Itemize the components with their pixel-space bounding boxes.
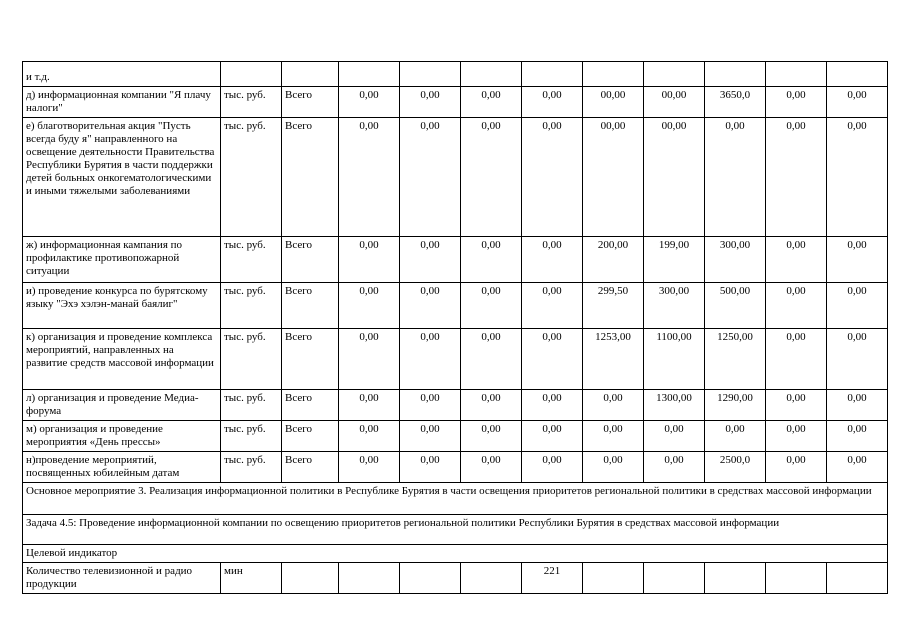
value-cell: 0,00 <box>583 390 644 421</box>
value-cell: 0,00 <box>400 329 461 390</box>
table-row-fragment <box>23 62 888 87</box>
indicator-value <box>282 563 339 594</box>
value-cell: 0,00 <box>339 283 400 329</box>
row-name: и) проведение конкурса по бурятскому языку "Эхэ хэлэн-манай баялиг" <box>23 283 221 329</box>
main-event: Основное мероприятие 3. Реализация информационной политики в Республике Бурятия в части освещения приоритетов региональной политики в средствах массовой информации <box>23 483 888 515</box>
indicator-value <box>827 563 888 594</box>
row-source: Всего <box>282 452 339 483</box>
value-cell: 0,00 <box>400 452 461 483</box>
value-cell: 00,00 <box>583 87 644 118</box>
row-source: Всего <box>282 329 339 390</box>
value-cell: 0,00 <box>339 390 400 421</box>
row-name: к) организация и проведение комплекса мероприятий, направленных на развитие средств массовой информации <box>23 329 221 390</box>
indicator-value <box>583 563 644 594</box>
value-cell: 0,00 <box>827 118 888 237</box>
value-cell: 0,00 <box>522 421 583 452</box>
value-cell: 0,00 <box>461 421 522 452</box>
value-cell: 200,00 <box>583 237 644 283</box>
table-row <box>23 87 888 118</box>
value-cell: 0,00 <box>644 452 705 483</box>
value-cell: 0,00 <box>827 329 888 390</box>
budget-table <box>22 61 888 594</box>
row-unit: тыс. руб. <box>221 329 282 390</box>
row-unit: тыс. руб. <box>221 237 282 283</box>
table-row <box>23 329 888 390</box>
value-cell: 0,00 <box>827 87 888 118</box>
value-cell: 300,00 <box>705 237 766 283</box>
value-cell: 0,00 <box>461 329 522 390</box>
row-unit: тыс. руб. <box>221 421 282 452</box>
row-source: Всего <box>282 87 339 118</box>
indicator-value <box>400 563 461 594</box>
row-unit: тыс. руб. <box>221 87 282 118</box>
value-cell: 0,00 <box>522 452 583 483</box>
indicator-value <box>461 563 522 594</box>
value-cell: 1290,00 <box>705 390 766 421</box>
value-cell: 0,00 <box>522 237 583 283</box>
row-source: Всего <box>282 421 339 452</box>
value-cell: 0,00 <box>522 87 583 118</box>
value-cell: 0,00 <box>827 237 888 283</box>
row-source: Всего <box>282 237 339 283</box>
value-cell: 0,00 <box>522 390 583 421</box>
row-name: н)проведение мероприятий, посвященных юбилейным датам <box>23 452 221 483</box>
value-cell: 0,00 <box>522 329 583 390</box>
indicator-value: 221 <box>522 563 583 594</box>
value-cell: 0,00 <box>522 283 583 329</box>
value-cell: 0,00 <box>461 452 522 483</box>
value-cell: 0,00 <box>339 329 400 390</box>
value-cell: 0,00 <box>583 421 644 452</box>
task-heading: Задача 4.5: Проведение информационной компании по освещению приоритетов региональной политики Республики Бурятия в средствах массовой информации <box>23 515 888 545</box>
indicator-row <box>23 563 888 594</box>
value-cell: 0,00 <box>766 421 827 452</box>
value-cell: 0,00 <box>339 87 400 118</box>
value-cell: 0,00 <box>766 118 827 237</box>
target-indicator-row <box>23 545 888 563</box>
value-cell: 0,00 <box>400 390 461 421</box>
value-cell: 0,00 <box>644 421 705 452</box>
value-cell: 1253,00 <box>583 329 644 390</box>
row-name: м) организация и проведение мероприятия «День прессы» <box>23 421 221 452</box>
value-cell: 0,00 <box>339 421 400 452</box>
value-cell: 0,00 <box>339 118 400 237</box>
main-event-row <box>23 483 888 515</box>
row-unit: тыс. руб. <box>221 452 282 483</box>
value-cell: 0,00 <box>705 421 766 452</box>
value-cell: 0,00 <box>705 118 766 237</box>
value-cell: 0,00 <box>766 87 827 118</box>
value-cell: 0,00 <box>827 390 888 421</box>
value-cell: 0,00 <box>766 283 827 329</box>
value-cell: 0,00 <box>400 87 461 118</box>
value-cell: 1300,00 <box>644 390 705 421</box>
value-cell: 0,00 <box>827 452 888 483</box>
indicator-value <box>644 563 705 594</box>
row-source: Всего <box>282 118 339 237</box>
value-cell: 0,00 <box>400 237 461 283</box>
table-row <box>23 283 888 329</box>
value-cell: 0,00 <box>522 118 583 237</box>
value-cell: 0,00 <box>400 421 461 452</box>
value-cell: 0,00 <box>461 118 522 237</box>
table-row <box>23 237 888 283</box>
value-cell: 0,00 <box>827 421 888 452</box>
value-cell: 0,00 <box>766 452 827 483</box>
indicator-name: Количество телевизионной и радио продукции <box>23 563 221 594</box>
table-row <box>23 452 888 483</box>
indicator-value <box>766 563 827 594</box>
row-unit: тыс. руб. <box>221 390 282 421</box>
value-cell: 199,00 <box>644 237 705 283</box>
value-cell: 1100,00 <box>644 329 705 390</box>
value-cell: 2500,0 <box>705 452 766 483</box>
fragment-text: и т.д. <box>23 62 221 87</box>
target-indicator: Целевой индикатор <box>23 545 888 563</box>
value-cell: 0,00 <box>461 283 522 329</box>
value-cell: 1250,00 <box>705 329 766 390</box>
task-heading-row <box>23 515 888 545</box>
table-row <box>23 421 888 452</box>
value-cell: 0,00 <box>461 87 522 118</box>
row-name: л) организация и проведение Медиа-форума <box>23 390 221 421</box>
row-source: Всего <box>282 283 339 329</box>
value-cell: 500,00 <box>705 283 766 329</box>
row-name: е) благотворительная акция "Пусть всегда буду я" направленного на освещение деятельности Правительства Республики Бурятия в части поддержки детей больных онкогематологическими и иными тяжелыми заболеваниями <box>23 118 221 237</box>
value-cell: 00,00 <box>644 118 705 237</box>
value-cell: 0,00 <box>400 283 461 329</box>
value-cell: 0,00 <box>339 452 400 483</box>
indicator-value <box>705 563 766 594</box>
value-cell: 0,00 <box>766 390 827 421</box>
row-source: Всего <box>282 390 339 421</box>
value-cell: 299,50 <box>583 283 644 329</box>
table-row <box>23 118 888 237</box>
value-cell: 3650,0 <box>705 87 766 118</box>
value-cell: 0,00 <box>400 118 461 237</box>
row-unit: тыс. руб. <box>221 118 282 237</box>
value-cell: 0,00 <box>339 237 400 283</box>
value-cell: 0,00 <box>461 237 522 283</box>
value-cell: 0,00 <box>827 283 888 329</box>
value-cell: 0,00 <box>583 452 644 483</box>
value-cell: 0,00 <box>461 390 522 421</box>
row-unit: тыс. руб. <box>221 283 282 329</box>
indicator-unit: мин <box>221 563 282 594</box>
value-cell: 00,00 <box>583 118 644 237</box>
table-row <box>23 390 888 421</box>
indicator-value <box>339 563 400 594</box>
row-name: д) информационная компании "Я плачу налоги" <box>23 87 221 118</box>
value-cell: 0,00 <box>766 329 827 390</box>
row-name: ж) информационная кампания по профилактике противопожарной ситуации <box>23 237 221 283</box>
value-cell: 0,00 <box>766 237 827 283</box>
value-cell: 00,00 <box>644 87 705 118</box>
value-cell: 300,00 <box>644 283 705 329</box>
